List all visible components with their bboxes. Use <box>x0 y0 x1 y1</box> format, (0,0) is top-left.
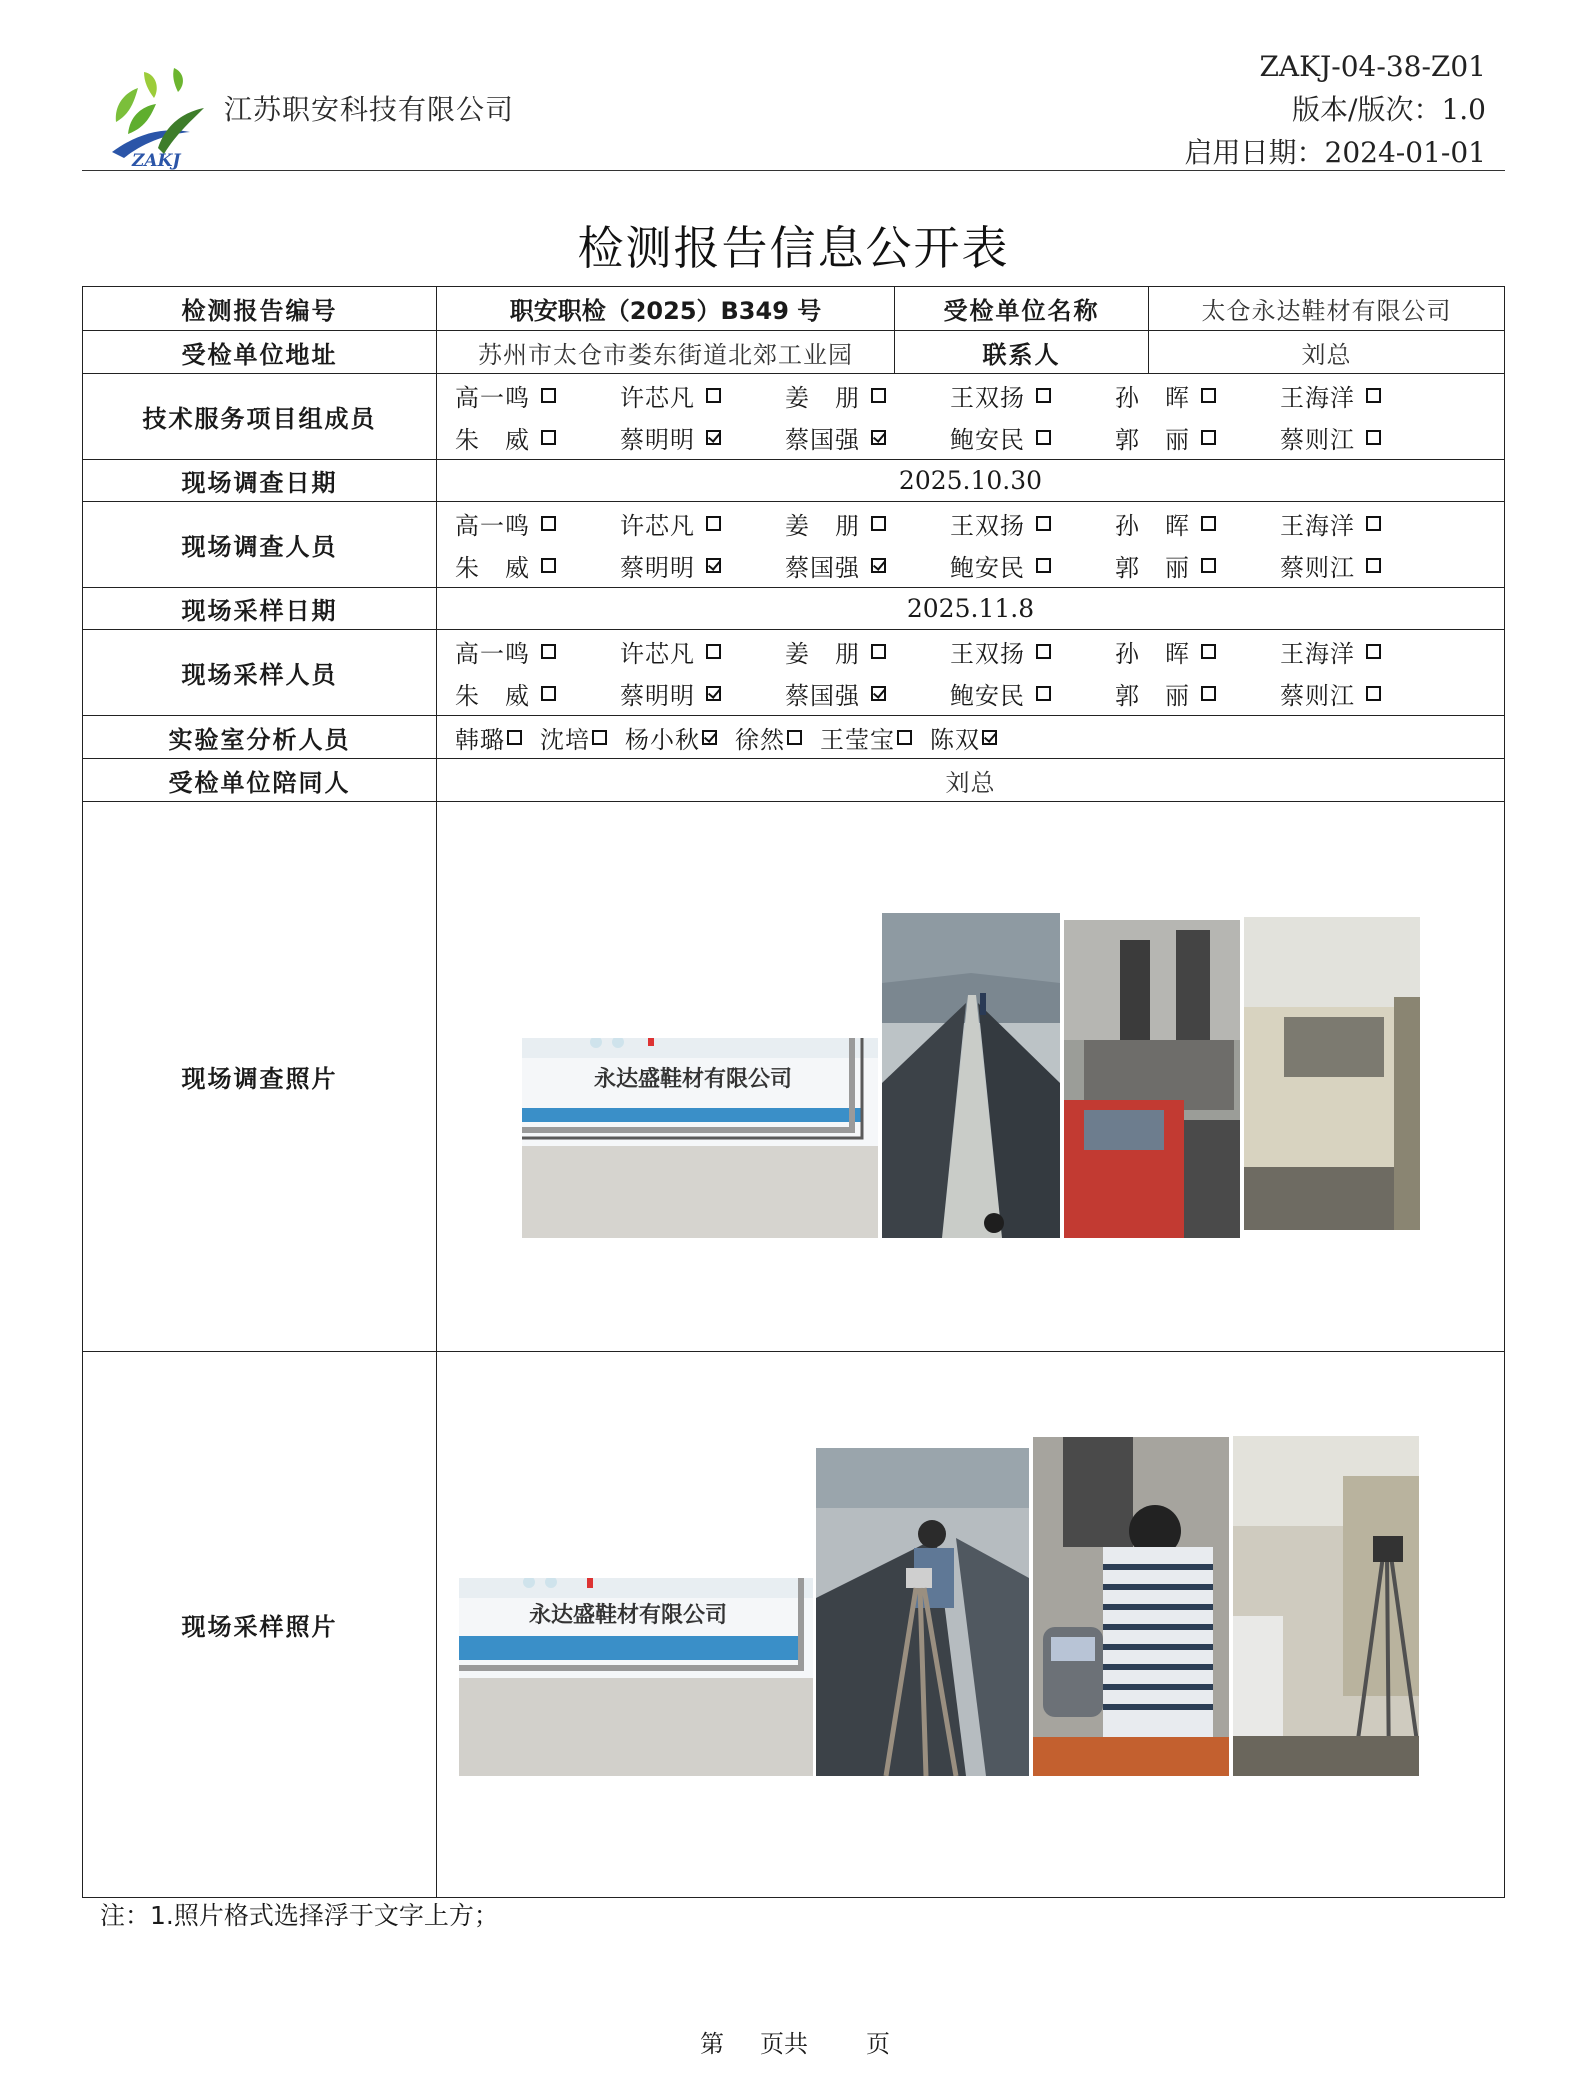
document-meta <box>1185 45 1486 174</box>
footer-page-label: 第 <box>700 2030 724 2058</box>
survey-person-11 <box>1280 548 1445 583</box>
svg-text:永达盛鞋材有限公司: 永达盛鞋材有限公司 <box>529 1603 728 1628</box>
checked-checkbox[interactable] <box>871 686 886 701</box>
page-title: 检测报告信息公开表 <box>577 221 1010 275</box>
unchecked-checkbox[interactable] <box>1036 686 1051 701</box>
sampling-photos <box>437 1352 1505 1898</box>
team-person-2 <box>785 378 950 413</box>
sampling-person-11 <box>1280 676 1445 711</box>
unchecked-checkbox[interactable] <box>1366 686 1381 701</box>
people-row <box>455 503 1504 545</box>
contact-label: 联系人 <box>895 331 1149 374</box>
survey-photo-sign <box>522 1038 878 1238</box>
checked-checkbox[interactable] <box>871 558 886 573</box>
team-person-4 <box>1115 378 1280 413</box>
escort-label: 受检单位陪同人 <box>83 759 437 802</box>
person-name: 朱 威 <box>455 554 530 582</box>
person-name: 孙 晖 <box>1115 384 1190 412</box>
header-divider <box>82 170 1505 171</box>
unchecked-checkbox[interactable] <box>541 558 556 573</box>
survey-staff-label: 现场调查人员 <box>83 502 437 588</box>
doc-code: ZAKJ-04-38-Z01 <box>1259 50 1486 83</box>
unchecked-checkbox[interactable] <box>1366 430 1381 445</box>
unchecked-checkbox[interactable] <box>706 516 721 531</box>
person-name: 郭 丽 <box>1115 554 1190 582</box>
person-name: 朱 威 <box>455 426 530 454</box>
sampling-staff-label: 现场采样人员 <box>83 630 437 716</box>
person-name: 高一鸣 <box>455 512 530 540</box>
doc-version: 版本/版次：1.0 <box>1292 93 1486 126</box>
unchecked-checkbox[interactable] <box>871 388 886 403</box>
sampling-person-1 <box>620 634 785 669</box>
team-person-3 <box>950 378 1115 413</box>
unchecked-checkbox[interactable] <box>507 730 522 745</box>
person-name: 姜 朋 <box>785 640 860 668</box>
person-name: 蔡则江 <box>1280 682 1355 710</box>
unchecked-checkbox[interactable] <box>1366 388 1381 403</box>
person-name: 王双扬 <box>950 384 1025 412</box>
people-row <box>455 673 1504 715</box>
lab-person-5 <box>930 720 997 755</box>
unchecked-checkbox[interactable] <box>1201 430 1216 445</box>
team-members <box>437 374 1505 460</box>
lab-row <box>455 716 1504 758</box>
survey-date-label: 现场调查日期 <box>83 460 437 502</box>
unchecked-checkbox[interactable] <box>706 644 721 659</box>
person-name: 徐然 <box>735 725 785 754</box>
person-name: 鲍安民 <box>950 554 1025 582</box>
survey-staff <box>437 502 1505 588</box>
lab-person-3 <box>735 720 802 755</box>
unchecked-checkbox[interactable] <box>1201 558 1216 573</box>
team-person-0 <box>455 378 620 413</box>
person-name: 杨小秋 <box>625 725 700 754</box>
sampling-person-7 <box>620 676 785 711</box>
unchecked-checkbox[interactable] <box>541 430 556 445</box>
team-label: 技术服务项目组成员 <box>83 374 437 460</box>
person-name: 蔡明明 <box>620 426 695 454</box>
unchecked-checkbox[interactable] <box>1036 430 1051 445</box>
lab-person-4 <box>820 720 912 755</box>
team-person-6 <box>455 420 620 455</box>
survey-photo-cabinet <box>1244 917 1420 1230</box>
info-table <box>82 286 1505 1898</box>
sampling-person-10 <box>1115 676 1280 711</box>
team-person-1 <box>620 378 785 413</box>
unchecked-checkbox[interactable] <box>1201 516 1216 531</box>
person-name: 王双扬 <box>950 512 1025 540</box>
unchecked-checkbox[interactable] <box>1036 388 1051 403</box>
unchecked-checkbox[interactable] <box>1036 558 1051 573</box>
person-name: 蔡国强 <box>785 554 860 582</box>
unchecked-checkbox[interactable] <box>541 388 556 403</box>
person-name: 蔡则江 <box>1280 554 1355 582</box>
sampling-person-5 <box>1280 634 1445 669</box>
survey-person-6 <box>455 548 620 583</box>
lab-person-1 <box>540 720 607 755</box>
escort: 刘总 <box>437 759 1505 802</box>
company-logo <box>104 62 212 170</box>
person-name: 蔡明明 <box>620 682 695 710</box>
unchecked-checkbox[interactable] <box>541 686 556 701</box>
people-row <box>455 375 1504 417</box>
sampling-person-3 <box>950 634 1115 669</box>
person-name: 孙 晖 <box>1115 640 1190 668</box>
unchecked-checkbox[interactable] <box>897 730 912 745</box>
footnote: 注：1.照片格式选择浮于文字上方； <box>100 1901 499 1930</box>
person-name: 蔡明明 <box>620 554 695 582</box>
survey-person-5 <box>1280 506 1445 541</box>
survey-date: 2025.10.30 <box>437 460 1505 502</box>
people-row <box>455 545 1504 587</box>
sampling-person-2 <box>785 634 950 669</box>
lab-person-2 <box>625 720 717 755</box>
survey-person-1 <box>620 506 785 541</box>
person-name: 鲍安民 <box>950 682 1025 710</box>
svg-text:ZAKJ: ZAKJ <box>132 151 181 170</box>
address-label: 受检单位地址 <box>83 331 437 374</box>
person-name: 郭 丽 <box>1115 682 1190 710</box>
unchecked-checkbox[interactable] <box>871 516 886 531</box>
company-name: 江苏职安科技有限公司 <box>224 93 515 126</box>
unchecked-checkbox[interactable] <box>1366 644 1381 659</box>
unchecked-checkbox[interactable] <box>541 644 556 659</box>
person-name: 王莹宝 <box>820 725 895 754</box>
unchecked-checkbox[interactable] <box>1036 644 1051 659</box>
sampling-person-6 <box>455 676 620 711</box>
person-name: 王海洋 <box>1280 640 1355 668</box>
checked-checkbox[interactable] <box>871 430 886 445</box>
person-name: 高一鸣 <box>455 640 530 668</box>
survey-photo-machine <box>1064 920 1240 1238</box>
sampling-person-0 <box>455 634 620 669</box>
survey-photo-production-line <box>882 913 1060 1238</box>
person-name: 沈培 <box>540 725 590 754</box>
report-no: 职安职检（2025）B349 号 <box>437 287 895 331</box>
sampling-date: 2025.11.8 <box>437 588 1505 630</box>
address: 苏州市太仓市娄东街道北郊工业园 <box>437 331 895 374</box>
survey-photos-label: 现场调查照片 <box>83 802 437 1352</box>
sampling-photo-meter <box>1033 1437 1229 1776</box>
people-row <box>455 417 1504 459</box>
person-name: 高一鸣 <box>455 384 530 412</box>
sampling-person-4 <box>1115 634 1280 669</box>
unit-name-label: 受检单位名称 <box>895 287 1149 331</box>
checked-checkbox[interactable] <box>982 730 997 745</box>
person-name: 姜 朋 <box>785 384 860 412</box>
unchecked-checkbox[interactable] <box>1036 516 1051 531</box>
people-row <box>455 631 1504 673</box>
survey-photos <box>437 802 1505 1352</box>
svg-text:永达盛鞋材有限公司: 永达盛鞋材有限公司 <box>594 1067 793 1092</box>
survey-person-10 <box>1115 548 1280 583</box>
unchecked-checkbox[interactable] <box>541 516 556 531</box>
person-name: 蔡国强 <box>785 426 860 454</box>
survey-person-0 <box>455 506 620 541</box>
sampling-date-label: 现场采样日期 <box>83 588 437 630</box>
survey-person-8 <box>785 548 950 583</box>
person-name: 王海洋 <box>1280 384 1355 412</box>
checked-checkbox[interactable] <box>706 558 721 573</box>
unchecked-checkbox[interactable] <box>592 730 607 745</box>
contact: 刘总 <box>1149 331 1505 374</box>
unchecked-checkbox[interactable] <box>787 730 802 745</box>
survey-person-3 <box>950 506 1115 541</box>
footer-total-suffix: 页 <box>866 2030 890 2058</box>
lab-person-0 <box>455 720 522 755</box>
unchecked-checkbox[interactable] <box>1366 516 1381 531</box>
unchecked-checkbox[interactable] <box>871 644 886 659</box>
person-name: 蔡国强 <box>785 682 860 710</box>
team-person-5 <box>1280 378 1445 413</box>
survey-person-4 <box>1115 506 1280 541</box>
survey-person-7 <box>620 548 785 583</box>
team-person-10 <box>1115 420 1280 455</box>
sampling-photo-cabinet-tripod <box>1233 1436 1419 1776</box>
team-person-9 <box>950 420 1115 455</box>
lab-staff-label: 实验室分析人员 <box>83 716 437 759</box>
sampling-person-9 <box>950 676 1115 711</box>
person-name: 朱 威 <box>455 682 530 710</box>
doc-effective-date: 启用日期：2024-01-01 <box>1184 136 1486 169</box>
unchecked-checkbox[interactable] <box>1201 388 1216 403</box>
unchecked-checkbox[interactable] <box>1201 686 1216 701</box>
person-name: 蔡则江 <box>1280 426 1355 454</box>
person-name: 许芯凡 <box>620 512 695 540</box>
checked-checkbox[interactable] <box>706 686 721 701</box>
sampling-staff <box>437 630 1505 716</box>
report-no-label: 检测报告编号 <box>83 287 437 331</box>
sampling-person-8 <box>785 676 950 711</box>
unit-name: 太仓永达鞋材有限公司 <box>1149 287 1505 331</box>
person-name: 许芯凡 <box>620 640 695 668</box>
team-person-11 <box>1280 420 1445 455</box>
person-name: 许芯凡 <box>620 384 695 412</box>
team-person-8 <box>785 420 950 455</box>
person-name: 陈双 <box>930 725 980 754</box>
survey-person-9 <box>950 548 1115 583</box>
sampling-photos-label: 现场采样照片 <box>83 1352 437 1898</box>
sampling-photo-sign <box>459 1578 813 1776</box>
person-name: 韩璐 <box>455 725 505 754</box>
unchecked-checkbox[interactable] <box>1201 644 1216 659</box>
survey-person-2 <box>785 506 950 541</box>
unchecked-checkbox[interactable] <box>706 388 721 403</box>
person-name: 鲍安民 <box>950 426 1025 454</box>
person-name: 王海洋 <box>1280 512 1355 540</box>
unchecked-checkbox[interactable] <box>1366 558 1381 573</box>
person-name: 孙 晖 <box>1115 512 1190 540</box>
lab-staff <box>437 716 1505 759</box>
team-person-7 <box>620 420 785 455</box>
footer-page-suffix: 页共 <box>760 2030 808 2058</box>
person-name: 姜 朋 <box>785 512 860 540</box>
checked-checkbox[interactable] <box>702 730 717 745</box>
checked-checkbox[interactable] <box>706 430 721 445</box>
person-name: 王双扬 <box>950 640 1025 668</box>
sampling-photo-line-tripod <box>816 1448 1029 1776</box>
person-name: 郭 丽 <box>1115 426 1190 454</box>
